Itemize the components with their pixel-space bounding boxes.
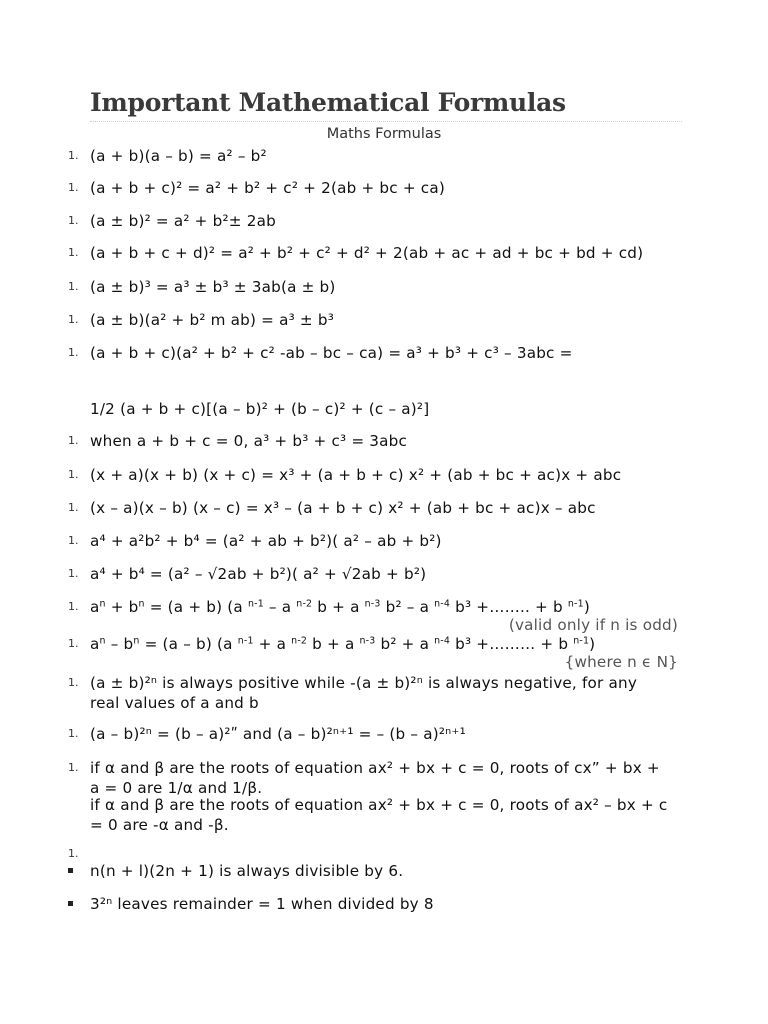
exponent: n-1 <box>247 598 264 610</box>
exponent: n-1 <box>567 598 584 610</box>
list-marker: 1. <box>68 280 79 293</box>
list-marker: 1. <box>68 567 79 580</box>
list-marker: 1. <box>68 761 79 774</box>
page-subtitle: Maths Formulas <box>326 126 442 142</box>
bullet-marker <box>68 868 73 873</box>
exponent: n <box>99 635 106 647</box>
formula-part: a <box>90 635 100 653</box>
list-marker: 1. <box>68 637 79 650</box>
exponent: n-2 <box>291 635 308 647</box>
formula-part: – b <box>105 635 134 653</box>
formula-text: (x – a)(x – b) (x – c) = x³ – (a + b + c) x² + (ab + bc + ac)x – abc <box>90 499 596 517</box>
formula-text: 3²ⁿ leaves remainder = 1 when divided by 8 <box>90 895 434 913</box>
formula-text: (a ± b)³ = a³ ± b³ ± 3ab(a ± b) <box>90 278 336 296</box>
list-marker: 1. <box>68 181 79 194</box>
formula-part: + b <box>105 598 139 616</box>
formula-text: (x + a)(x + b) (x + c) = x³ + (a + b + c) x² + (ab + bc + ac)x + abc <box>90 466 622 484</box>
formula-text: if α and β are the roots of equation ax² + bx + c = 0, roots of ax² – bx + c = 0 are -α and -β. <box>90 796 668 834</box>
formula-part: = (a – b) (a <box>139 635 238 653</box>
formula-text: 1/2 (a + b + c)[(a – b)² + (b – c)² + (c – a)²] <box>90 400 430 418</box>
list-marker: 1. <box>68 346 79 359</box>
formula-text: (a ± b)²ⁿ is always positive while -(a ± b)²ⁿ is always negative, for any real values of a and b <box>90 674 638 712</box>
formula-text: n(n + l)(2n + 1) is always divisible by 6. <box>90 862 404 880</box>
formula-text: when a + b + c = 0, a³ + b³ + c³ = 3abc <box>90 432 408 450</box>
formula-note: (valid only if n is odd) <box>508 616 678 634</box>
formula-part: b + a <box>312 598 365 616</box>
formula-part: b³ +…….. + b <box>450 598 568 616</box>
formula-text: (a + b + c)² = a² + b² + c² + 2(ab + bc + ca) <box>90 179 445 197</box>
list-marker: 1. <box>68 727 79 740</box>
exponent: n <box>138 598 145 610</box>
formula-text <box>90 634 595 654</box>
formula-text: (a ± b)² = a² + b²± 2ab <box>90 212 276 230</box>
list-marker: 1. <box>68 434 79 447</box>
page-title: Important Mathematical Formulas <box>90 88 566 117</box>
formula-part: b² + a <box>375 635 435 653</box>
formula-part: = (a + b) (a <box>144 598 248 616</box>
formula-text <box>90 597 590 617</box>
list-marker: 1. <box>68 600 79 613</box>
formula-text: (a + b + c + d)² = a² + b² + c² + d² + 2(ab + ac + ad + bc + bd + cd) <box>90 244 644 262</box>
formula-part: b² – a <box>380 598 435 616</box>
formula-part: ) <box>589 635 596 653</box>
exponent: n-1 <box>573 635 590 647</box>
list-marker: 1. <box>68 847 79 860</box>
list-marker: 1. <box>68 149 79 162</box>
exponent: n-4 <box>434 598 451 610</box>
exponent: n-4 <box>434 635 451 647</box>
list-marker: 1. <box>68 468 79 481</box>
exponent: n <box>99 598 106 610</box>
formula-text: if α and β are the roots of equation ax² + bx + c = 0, roots of cx” + bx + a = 0 are 1/α and 1/β. <box>90 759 660 797</box>
formula-part: b³ +……… + b <box>450 635 574 653</box>
formula-part: + a <box>253 635 292 653</box>
bullet-marker <box>68 901 73 906</box>
formula-text: a⁴ + b⁴ = (a² – √2ab + b²)( a² + √2ab + b²) <box>90 565 427 583</box>
list-marker: 1. <box>68 214 79 227</box>
list-marker: 1. <box>68 534 79 547</box>
title-divider <box>90 121 682 122</box>
formula-text: a⁴ + a²b² + b⁴ = (a² + ab + b²)( a² – ab + b²) <box>90 532 442 550</box>
list-marker: 1. <box>68 676 79 689</box>
list-marker: 1. <box>68 246 79 259</box>
formula-note: {where n ϵ N} <box>564 653 678 671</box>
formula-text: (a + b + c)(a² + b² + c² -ab – bc – ca) = a³ + b³ + c³ – 3abc = <box>90 344 573 362</box>
formula-text: (a + b)(a – b) = a² – b² <box>90 147 267 165</box>
formula-part: – a <box>263 598 297 616</box>
exponent: n-1 <box>237 635 254 647</box>
exponent: n-3 <box>364 598 381 610</box>
exponent: n-2 <box>296 598 313 610</box>
formula-text: (a – b)²ⁿ = (b – a)²ʺ and (a – b)²ⁿ⁺¹ = – (b – a)²ⁿ⁺¹ <box>90 725 466 743</box>
list-marker: 1. <box>68 313 79 326</box>
exponent: n <box>133 635 140 647</box>
formula-part: ) <box>583 598 590 616</box>
exponent: n-3 <box>359 635 376 647</box>
formula-text: (a ± b)(a² + b² m ab) = a³ ± b³ <box>90 311 335 329</box>
formula-part: b + a <box>307 635 360 653</box>
list-marker: 1. <box>68 501 79 514</box>
formula-part: a <box>90 598 100 616</box>
